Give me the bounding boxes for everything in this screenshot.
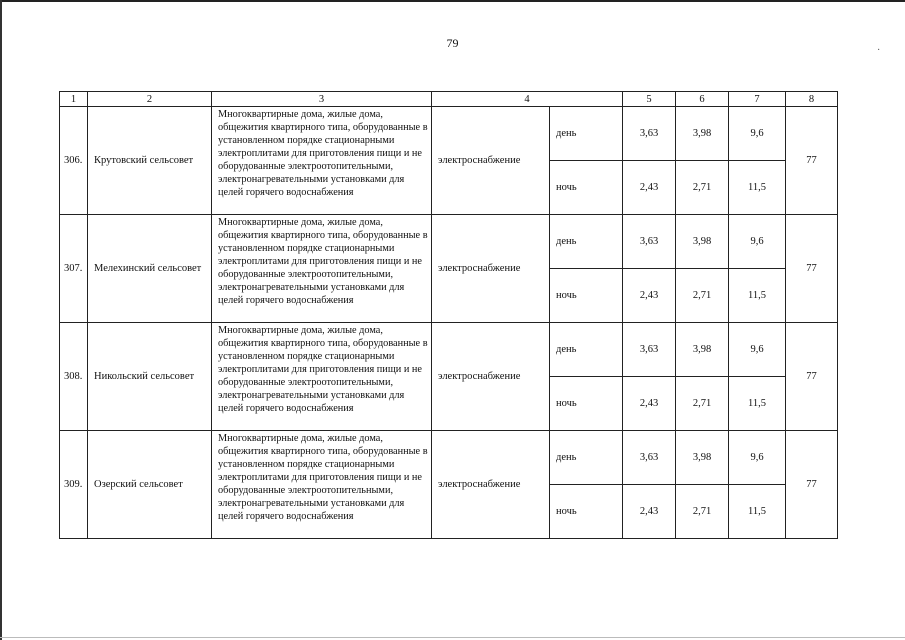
value-col5: 2,43 [623,485,676,539]
header-col-6: 6 [676,92,729,107]
service-type: электроснабжение [432,107,550,215]
value-col6: 3,98 [676,323,729,377]
row-number: 308. [60,323,88,431]
value-col7: 11,5 [729,269,786,323]
value-col8: 77 [786,431,838,539]
period-label: ночь [550,485,623,539]
value-col6: 2,71 [676,161,729,215]
row-number: 307. [60,215,88,323]
period-label: день [550,431,623,485]
value-col7: 9,6 [729,107,786,161]
scan-speck: · [877,45,881,56]
service-type: электроснабжение [432,323,550,431]
value-col7: 11,5 [729,377,786,431]
tariff-table [59,91,838,539]
value-col8: 77 [786,107,838,215]
value-col5: 2,43 [623,161,676,215]
settlement-name: Крутовский сельсовет [88,107,212,215]
scan-border-bottom [0,637,905,638]
value-col5: 2,43 [623,377,676,431]
consumer-description: Многоквартирные дома, жилые дома, общежития квартирного типа, оборудованные в установленном порядке стационарными электроплитами для приготовления пищи и не оборудованные электроотопительными, электронагревательными установками для целей горячего водоснабжения [212,431,432,539]
value-col6: 3,98 [676,107,729,161]
value-col6: 2,71 [676,269,729,323]
value-col7: 11,5 [729,161,786,215]
value-col5: 3,63 [623,323,676,377]
scan-border-top [0,0,905,2]
settlement-name: Мелехинский сельсовет [88,215,212,323]
service-type: электроснабжение [432,215,550,323]
header-col-1: 1 [60,92,88,107]
value-col6: 3,98 [676,431,729,485]
value-col5: 3,63 [623,431,676,485]
service-type: электроснабжение [432,431,550,539]
table-row [60,431,838,485]
value-col7: 9,6 [729,323,786,377]
consumer-description: Многоквартирные дома, жилые дома, общежития квартирного типа, оборудованные в установленном порядке стационарными электроплитами для приготовления пищи и не оборудованные электроотопительными, электронагревательными установками для целей горячего водоснабжения [212,323,432,431]
row-number: 306. [60,107,88,215]
row-number: 309. [60,431,88,539]
period-label: день [550,215,623,269]
value-col7: 9,6 [729,431,786,485]
settlement-name: Озерский сельсовет [88,431,212,539]
value-col5: 2,43 [623,269,676,323]
consumer-description: Многоквартирные дома, жилые дома, общежития квартирного типа, оборудованные в установленном порядке стационарными электроплитами для приготовления пищи и не оборудованные электроотопительными, электронагревательными установками для целей горячего водоснабжения [212,107,432,215]
period-label: день [550,107,623,161]
consumer-description: Многоквартирные дома, жилые дома, общежития квартирного типа, оборудованные в установленном порядке стационарными электроплитами для приготовления пищи и не оборудованные электроотопительными, электронагревательными установками для целей горячего водоснабжения [212,215,432,323]
value-col5: 3,63 [623,107,676,161]
header-col-7: 7 [729,92,786,107]
value-col8: 77 [786,323,838,431]
period-label: ночь [550,269,623,323]
period-label: день [550,323,623,377]
value-col6: 2,71 [676,485,729,539]
header-col-8: 8 [786,92,838,107]
table-row [60,107,838,161]
page-number: 79 [446,36,459,50]
value-col5: 3,63 [623,215,676,269]
value-col8: 77 [786,215,838,323]
period-label: ночь [550,161,623,215]
value-col6: 3,98 [676,215,729,269]
header-row [60,92,838,107]
header-col-5: 5 [623,92,676,107]
header-col-2: 2 [88,92,212,107]
header-col-3: 3 [212,92,432,107]
value-col7: 9,6 [729,215,786,269]
header-col-4: 4 [432,92,623,107]
value-col6: 2,71 [676,377,729,431]
settlement-name: Никольский сельсовет [88,323,212,431]
table-row [60,323,838,377]
scan-border-left [0,0,2,640]
value-col7: 11,5 [729,485,786,539]
period-label: ночь [550,377,623,431]
table-row [60,215,838,269]
